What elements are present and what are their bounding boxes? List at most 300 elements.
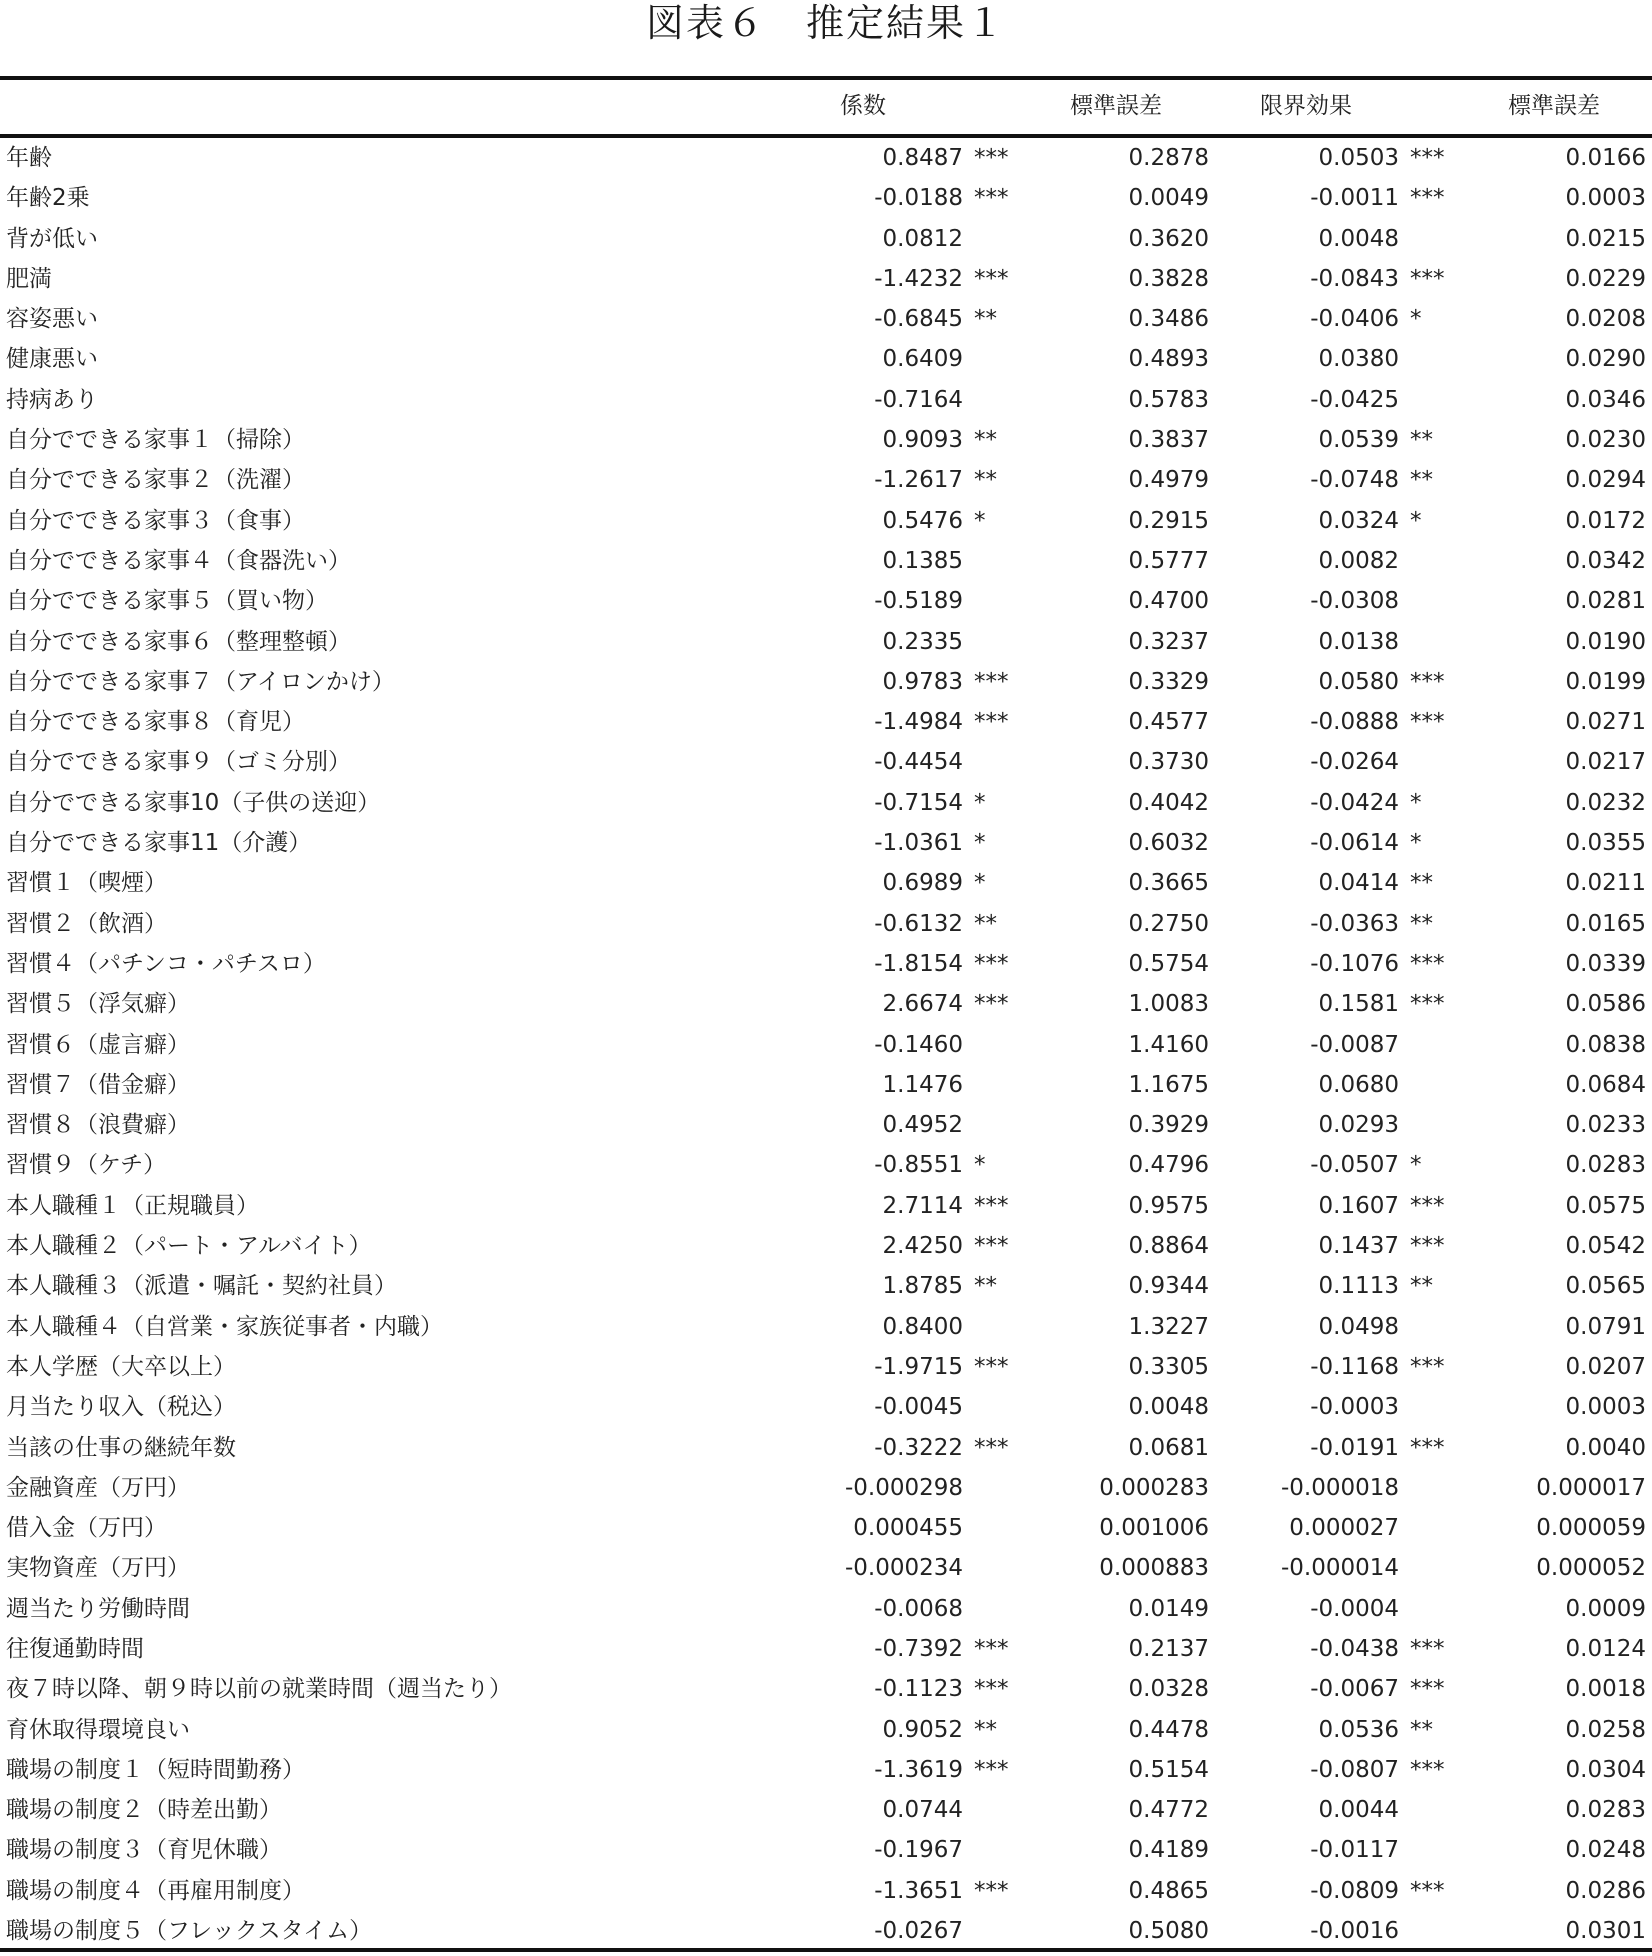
marginal-effect-value: -0.0843 [1310,265,1399,292]
table-row [0,460,1652,500]
coefficient-value: -0.7154 [874,789,963,816]
marginal-standard-error-value: 0.0346 [1565,386,1646,413]
coefficient-value: -0.1460 [874,1031,963,1058]
marginal-effect-value: -0.0507 [1310,1152,1399,1179]
coefficient-significance: *** [974,1877,1009,1904]
marginal-standard-error-value: 0.000059 [1536,1515,1646,1542]
coefficient-value: 0.0744 [882,1797,963,1824]
marginal-effect-significance: *** [1410,1756,1445,1783]
standard-error-value: 0.4796 [1128,1152,1209,1179]
marginal-standard-error-value: 0.0283 [1565,1797,1646,1824]
row-label: 職場の制度３（育児休職） [6,1837,282,1864]
marginal-standard-error-value: 0.0271 [1565,709,1646,736]
row-label: 借入金（万円） [6,1515,167,1542]
table-row [0,904,1652,944]
standard-error-value: 1.0083 [1128,991,1209,1018]
row-label: 本人職種２（パート・アルバイト） [6,1233,372,1260]
row-label: 年齢2乗 [6,185,90,212]
coefficient-significance: * [974,830,986,857]
standard-error-value: 0.0149 [1128,1595,1209,1622]
coefficient-value: -0.1967 [874,1837,963,1864]
table-row [0,1508,1652,1548]
standard-error-value: 0.2915 [1128,507,1209,534]
table-top-rule [0,76,1652,80]
row-label: 金融資産（万円） [6,1474,190,1501]
marginal-effect-value: -0.0308 [1310,588,1399,615]
marginal-effect-value: -0.0809 [1310,1877,1399,1904]
marginal-standard-error-value: 0.0208 [1565,306,1646,333]
marginal-standard-error-value: 0.0217 [1565,749,1646,776]
coefficient-value: -0.5189 [874,588,963,615]
standard-error-value: 0.3837 [1128,427,1209,454]
row-label: 自分でできる家事６（整理整頓） [6,628,351,655]
standard-error-value: 0.4893 [1128,346,1209,373]
marginal-standard-error-value: 0.0003 [1565,185,1646,212]
marginal-effect-value: -0.0117 [1310,1837,1399,1864]
coefficient-significance: *** [974,991,1009,1018]
marginal-effect-significance: * [1410,789,1422,816]
coefficient-value: 0.2335 [882,628,963,655]
marginal-effect-value: -0.0424 [1310,789,1399,816]
marginal-effect-value: -0.0438 [1310,1635,1399,1662]
coefficient-value: 2.7114 [882,1192,963,1219]
coefficient-value: -1.4984 [874,709,963,736]
row-label: 本人職種１（正規職員） [6,1192,259,1219]
table-row [0,1186,1652,1226]
coefficient-significance: *** [974,145,1009,171]
table-body [0,138,1652,1951]
standard-error-value: 0.3237 [1128,628,1209,655]
marginal-standard-error-value: 0.0290 [1565,346,1646,373]
marginal-standard-error-value: 0.0342 [1565,547,1646,574]
coefficient-value: -1.9715 [874,1353,963,1380]
standard-error-value: 0.000883 [1099,1555,1209,1582]
table-row [0,1428,1652,1468]
marginal-effect-value: 0.0580 [1318,668,1399,695]
marginal-effect-value: -0.1168 [1310,1353,1399,1380]
marginal-standard-error-value: 0.0838 [1565,1031,1646,1058]
standard-error-value: 0.3730 [1128,749,1209,776]
coefficient-value: 0.5476 [882,507,963,534]
standard-error-value: 1.4160 [1128,1031,1209,1058]
standard-error-value: 0.0048 [1128,1394,1209,1421]
marginal-effect-value: -0.0264 [1310,749,1399,776]
row-label: 自分でできる家事３（食事） [6,507,305,534]
coefficient-significance: *** [974,265,1009,292]
coefficient-significance: ** [974,467,997,494]
coefficient-value: -0.0188 [874,185,963,212]
row-label: 習慣２（飲酒） [6,910,167,937]
coefficient-value: -0.0045 [874,1394,963,1421]
marginal-effect-value: -0.0011 [1310,185,1399,212]
coefficient-value: -0.0068 [874,1595,963,1622]
marginal-standard-error-value: 0.0040 [1565,1434,1646,1461]
row-label: 自分でできる家事４（食器洗い） [6,547,351,574]
marginal-standard-error-value: 0.0232 [1565,789,1646,816]
table-row [0,1347,1652,1387]
table-bottom-rule [0,1948,1652,1952]
table-row [0,783,1652,823]
row-label: 実物資産（万円） [6,1555,190,1582]
standard-error-value: 0.2750 [1128,910,1209,937]
standard-error-value: 0.5080 [1128,1918,1209,1945]
coefficient-value: 1.8785 [882,1273,963,1300]
marginal-effect-value: -0.0425 [1310,386,1399,413]
marginal-effect-value: -0.0888 [1310,709,1399,736]
marginal-effect-value: -0.0406 [1310,306,1399,333]
marginal-standard-error-value: 0.0575 [1565,1192,1646,1219]
marginal-effect-significance: ** [1410,870,1433,897]
marginal-effect-value: -0.1076 [1310,950,1399,977]
marginal-effect-significance: * [1410,830,1422,857]
standard-error-value: 0.4979 [1128,467,1209,494]
table-row [0,944,1652,984]
marginal-effect-value: -0.0003 [1310,1394,1399,1421]
row-label: 自分でできる家事11（介護） [6,830,312,857]
standard-error-value: 0.9575 [1128,1192,1209,1219]
row-label: 健康悪い [6,346,98,373]
marginal-standard-error-value: 0.0172 [1565,507,1646,534]
coefficient-significance: ** [974,306,997,333]
marginal-standard-error-value: 0.0301 [1565,1918,1646,1945]
standard-error-value: 0.5754 [1128,950,1209,977]
marginal-effect-value: -0.0004 [1310,1595,1399,1622]
table-row [0,1710,1652,1750]
coefficient-value: -0.6132 [874,910,963,937]
row-label: 本人職種３（派遣・嘱託・契約社員） [6,1273,397,1300]
marginal-effect-significance: *** [1410,1233,1445,1260]
coefficient-value: -1.8154 [874,950,963,977]
marginal-effect-value: -0.0087 [1310,1031,1399,1058]
coefficient-significance: *** [974,709,1009,736]
standard-error-value: 0.0681 [1128,1434,1209,1461]
marginal-standard-error-value: 0.0294 [1565,467,1646,494]
coefficient-value: -0.4454 [874,749,963,776]
marginal-effect-value: -0.0614 [1310,830,1399,857]
marginal-standard-error-value: 0.0190 [1565,628,1646,655]
row-label: 本人職種４（自営業・家族従事者・内職） [6,1313,443,1340]
table-row [0,1307,1652,1347]
marginal-effect-value: 0.0044 [1318,1797,1399,1824]
standard-error-value: 0.2137 [1128,1635,1209,1662]
table-row [0,742,1652,782]
coefficient-value: 0.8400 [882,1313,963,1340]
marginal-effect-significance: *** [1410,950,1445,977]
coefficient-value: -1.2617 [874,467,963,494]
table-row [0,1468,1652,1508]
row-label: 習慣７（借金癖） [6,1071,190,1098]
coefficient-value: -0.8551 [874,1152,963,1179]
table-row [0,1830,1652,1870]
marginal-standard-error-value: 0.0565 [1565,1273,1646,1300]
coefficient-significance: *** [974,185,1009,212]
table-row [0,662,1652,702]
table-row [0,1065,1652,1105]
row-label: 往復通勤時間 [6,1635,144,1662]
marginal-standard-error-value: 0.0304 [1565,1756,1646,1783]
marginal-effect-value: 0.0380 [1318,346,1399,373]
marginal-effect-value: 0.1581 [1318,991,1399,1018]
standard-error-value: 1.3227 [1128,1313,1209,1340]
standard-error-value: 0.3620 [1128,225,1209,252]
marginal-standard-error-value: 0.0684 [1565,1071,1646,1098]
coefficient-value: -0.6845 [874,306,963,333]
coefficient-value: 2.6674 [882,991,963,1018]
marginal-standard-error-value: 0.0542 [1565,1233,1646,1260]
standard-error-value: 0.001006 [1099,1515,1209,1542]
marginal-effect-significance: * [1410,1152,1422,1179]
page-title: 図表６ 推定結果１ [645,1,1006,45]
marginal-standard-error-value: 0.0283 [1565,1152,1646,1179]
row-label: 職場の制度５（フレックスタイム） [6,1918,373,1945]
table-row [0,1790,1652,1830]
coefficient-value: -0.000234 [844,1555,963,1582]
standard-error-value: 0.9344 [1128,1273,1209,1300]
standard-error-value: 0.3828 [1128,265,1209,292]
standard-error-value: 0.4577 [1128,709,1209,736]
marginal-effect-value: 0.0138 [1318,628,1399,655]
coefficient-significance: ** [974,1716,997,1743]
marginal-effect-significance: *** [1410,991,1445,1018]
standard-error-value: 0.3486 [1128,306,1209,333]
marginal-effect-significance: *** [1410,1353,1445,1380]
coefficient-value: -0.1123 [874,1676,963,1703]
table-row [0,420,1652,460]
marginal-effect-value: 0.1113 [1318,1273,1399,1300]
header-marginal-effect: 限界効果 [1260,93,1352,119]
marginal-effect-value: 0.0680 [1318,1071,1399,1098]
marginal-standard-error-value: 0.0199 [1565,668,1646,695]
table-row [0,1145,1652,1185]
coefficient-value: 0.1385 [882,547,963,574]
marginal-effect-value: -0.000014 [1280,1555,1399,1582]
coefficient-value: -1.4232 [874,265,963,292]
marginal-effect-value: 0.0048 [1318,225,1399,252]
coefficient-significance: *** [974,1676,1009,1703]
marginal-effect-significance: ** [1410,1273,1433,1300]
standard-error-value: 0.5783 [1128,386,1209,413]
standard-error-value: 0.000283 [1099,1474,1209,1501]
marginal-effect-significance: * [1410,306,1422,333]
row-label: 自分でできる家事８（育児） [6,709,305,736]
row-label: 年齢 [6,145,52,171]
table-row [0,1669,1652,1709]
standard-error-value: 0.3929 [1128,1112,1209,1139]
marginal-effect-value: -0.0016 [1310,1918,1399,1945]
coefficient-significance: * [974,507,986,534]
marginal-standard-error-value: 0.0009 [1565,1595,1646,1622]
coefficient-significance: * [974,870,986,897]
marginal-standard-error-value: 0.0166 [1565,145,1646,171]
marginal-standard-error-value: 0.0258 [1565,1716,1646,1743]
standard-error-value: 0.8864 [1128,1233,1209,1260]
marginal-effect-significance: *** [1410,1434,1445,1461]
table-row [0,1105,1652,1145]
table-row [0,863,1652,903]
standard-error-value: 0.4865 [1128,1877,1209,1904]
marginal-standard-error-value: 0.0229 [1565,265,1646,292]
table-row [0,1548,1652,1588]
marginal-effect-significance: * [1410,507,1422,534]
coefficient-significance: *** [974,1434,1009,1461]
standard-error-value: 0.3305 [1128,1353,1209,1380]
row-label: 自分でできる家事７（アイロンかけ） [6,668,395,695]
coefficient-significance: *** [974,1353,1009,1380]
coefficient-value: 0.4952 [882,1112,963,1139]
row-label: 自分でできる家事１（掃除） [6,427,305,454]
coefficient-significance: * [974,1152,986,1179]
marginal-standard-error-value: 0.0165 [1565,910,1646,937]
row-label: 持病あり [6,386,98,413]
marginal-effect-significance: *** [1410,145,1445,171]
marginal-effect-value: 0.0536 [1318,1716,1399,1743]
marginal-effect-value: -0.000018 [1280,1474,1399,1501]
coefficient-value: 0.9052 [882,1716,963,1743]
marginal-effect-value: -0.0067 [1310,1676,1399,1703]
marginal-standard-error-value: 0.0281 [1565,588,1646,615]
row-label: 夜７時以降、朝９時以前の就業時間（週当たり） [6,1676,512,1703]
coefficient-value: 0.6989 [882,870,963,897]
marginal-effect-significance: *** [1410,668,1445,695]
table-row [0,259,1652,299]
standard-error-value: 0.4478 [1128,1716,1209,1743]
table-row [0,380,1652,420]
coefficient-value: -0.7392 [874,1635,963,1662]
coefficient-value: -1.3619 [874,1756,963,1783]
row-label: 育休取得環境良い [6,1716,190,1743]
marginal-effect-significance: *** [1410,1635,1445,1662]
marginal-effect-significance: ** [1410,427,1433,454]
table-row [0,339,1652,379]
marginal-effect-value: 0.1607 [1318,1192,1399,1219]
standard-error-value: 0.4042 [1128,789,1209,816]
coefficient-value: -1.0361 [874,830,963,857]
row-label: 週当たり労働時間 [6,1595,190,1622]
marginal-standard-error-value: 0.0286 [1565,1877,1646,1904]
standard-error-value: 0.3665 [1128,870,1209,897]
standard-error-value: 0.3329 [1128,668,1209,695]
marginal-effect-value: 0.0414 [1318,870,1399,897]
coefficient-value: 0.9783 [882,668,963,695]
marginal-standard-error-value: 0.0211 [1565,870,1646,897]
coefficient-value: 1.1476 [882,1071,963,1098]
table-row [0,1750,1652,1790]
coefficient-value: 0.6409 [882,346,963,373]
table-row [0,1266,1652,1306]
row-label: 習慣１（喫煙） [6,870,167,897]
standard-error-value: 0.4772 [1128,1797,1209,1824]
coefficient-significance: *** [974,668,1009,695]
row-label: 自分でできる家事２（洗濯） [6,467,305,494]
marginal-effect-value: 0.0503 [1318,145,1399,171]
standard-error-value: 0.0049 [1128,185,1209,212]
coefficient-value: -1.3651 [874,1877,963,1904]
row-label: 自分でできる家事５（買い物） [6,588,328,615]
row-label: 習慣４（パチンコ・パチスロ） [6,950,326,977]
header-marginal-standard-error: 標準誤差 [1508,93,1600,119]
marginal-effect-significance: ** [1410,910,1433,937]
marginal-effect-value: -0.0807 [1310,1756,1399,1783]
row-label: 習慣９（ケチ） [6,1152,167,1179]
standard-error-value: 0.5154 [1128,1756,1209,1783]
row-label: 月当たり収入（税込） [6,1394,236,1421]
row-label: 習慣８（浪費癖） [6,1112,190,1139]
marginal-effect-value: 0.0498 [1318,1313,1399,1340]
coefficient-value: -0.7164 [874,386,963,413]
row-label: 背が低い [6,225,98,252]
marginal-standard-error-value: 0.0003 [1565,1394,1646,1421]
row-label: 職場の制度４（再雇用制度） [6,1877,305,1904]
table-row [0,622,1652,662]
standard-error-value: 1.1675 [1128,1071,1209,1098]
standard-error-value: 0.5777 [1128,547,1209,574]
coefficient-significance: *** [974,1756,1009,1783]
row-label: 習慣６（虚言癖） [6,1031,190,1058]
table-row [0,1629,1652,1669]
coefficient-value: 2.4250 [882,1233,963,1260]
marginal-standard-error-value: 0.0339 [1565,950,1646,977]
marginal-effect-significance: *** [1410,1676,1445,1703]
table-row [0,1025,1652,1065]
marginal-effect-value: 0.0324 [1318,507,1399,534]
standard-error-value: 0.2878 [1128,145,1209,171]
marginal-effect-significance: *** [1410,265,1445,292]
marginal-standard-error-value: 0.0233 [1565,1112,1646,1139]
marginal-effect-value: 0.0539 [1318,427,1399,454]
row-label: 容姿悪い [6,306,98,333]
table-row [0,178,1652,218]
standard-error-value: 0.4700 [1128,588,1209,615]
table-row [0,1911,1652,1951]
row-label: 自分でできる家事９（ゴミ分別） [6,749,351,776]
marginal-effect-value: 0.0082 [1318,547,1399,574]
marginal-effect-value: -0.0748 [1310,467,1399,494]
table-row [0,1387,1652,1427]
marginal-standard-error-value: 0.0207 [1565,1353,1646,1380]
row-label: 職場の制度２（時差出勤） [6,1797,282,1824]
table-row [0,1226,1652,1266]
row-label: 職場の制度１（短時間勤務） [6,1756,305,1783]
table-row [0,823,1652,863]
marginal-effect-significance: ** [1410,467,1433,494]
coefficient-significance: ** [974,910,997,937]
marginal-standard-error-value: 0.0124 [1565,1635,1646,1662]
row-label: 自分でできる家事10（子供の送迎） [6,789,381,816]
table-row [0,1589,1652,1629]
table-row [0,219,1652,259]
marginal-effect-significance: *** [1410,709,1445,736]
coefficient-significance: *** [974,950,1009,977]
table-row [0,984,1652,1024]
marginal-standard-error-value: 0.000017 [1536,1474,1646,1501]
row-label: 本人学歴（大卒以上） [6,1353,236,1380]
table-row [0,1871,1652,1911]
coefficient-value: 0.8487 [882,145,963,171]
coefficient-value: 0.0812 [882,225,963,252]
marginal-standard-error-value: 0.0230 [1565,427,1646,454]
coefficient-significance: *** [974,1192,1009,1219]
coefficient-value: 0.9093 [882,427,963,454]
row-label: 肥満 [6,265,52,292]
standard-error-value: 0.4189 [1128,1837,1209,1864]
coefficient-significance: *** [974,1233,1009,1260]
row-label: 習慣５（浮気癖） [6,991,190,1018]
marginal-effect-value: 0.000027 [1289,1515,1399,1542]
table-row [0,581,1652,621]
marginal-effect-significance: ** [1410,1716,1433,1743]
coefficient-value: -0.000298 [844,1474,963,1501]
coefficient-significance: ** [974,1273,997,1300]
